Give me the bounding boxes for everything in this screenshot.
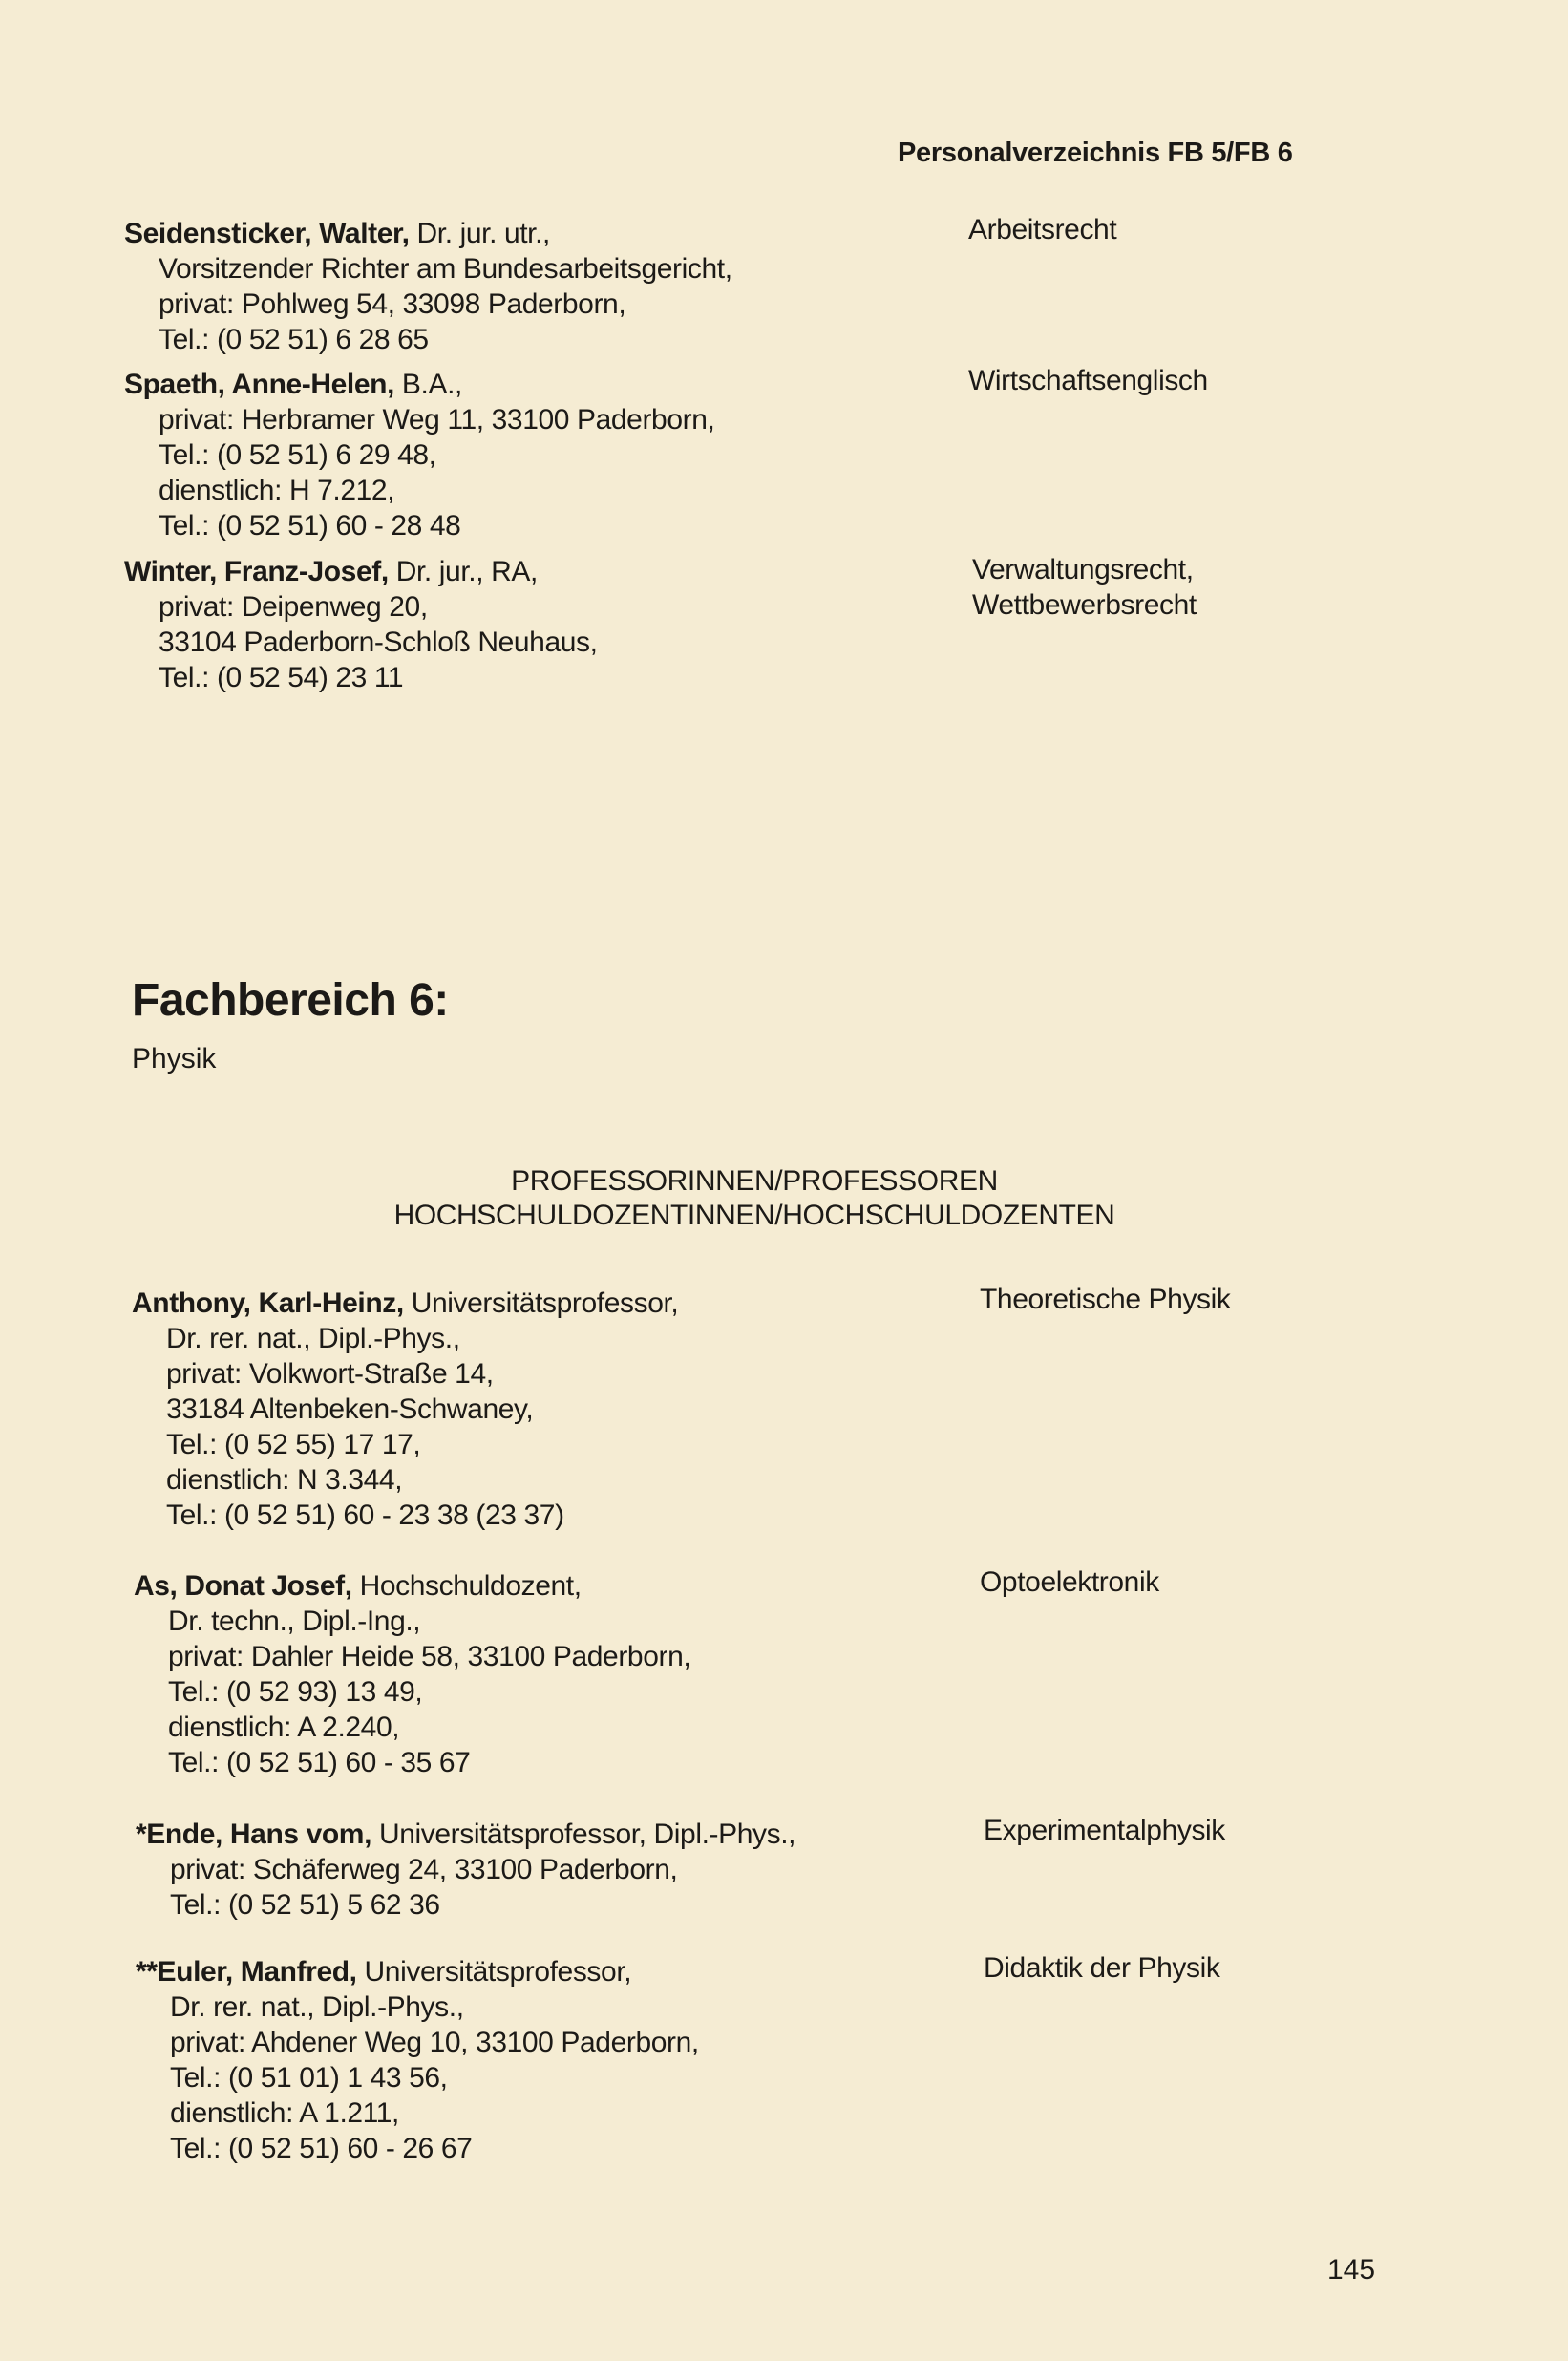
- person-title: Dr. jur. utr.,: [409, 218, 550, 249]
- person-entry-seidensticker: [124, 216, 732, 357]
- entry-line: 33104 Paderborn-Schloß Neuhaus,: [159, 627, 598, 658]
- entry-line: Tel.: (0 52 51) 60 - 35 67: [168, 1747, 471, 1778]
- entry-line: Tel.: (0 52 93) 13 49,: [168, 1676, 423, 1708]
- entry-line: privat: Volkwort-Straße 14,: [166, 1358, 494, 1390]
- entry-line: dienstlich: A 1.211,: [170, 2097, 399, 2129]
- entry-line: Dr. techn., Dipl.-Ing.,: [168, 1606, 421, 1637]
- section-subtitle: Physik: [132, 1043, 217, 1074]
- entry-line: privat: Dahler Heide 58, 33100 Paderborn,: [168, 1641, 691, 1672]
- subject-area: Didaktik der Physik: [984, 1952, 1220, 1984]
- person-entry-spaeth: [124, 367, 714, 543]
- person-title: Universitätsprofessor, Dipl.-Phys.,: [371, 1819, 796, 1850]
- person-entry-ende: [136, 1817, 795, 1923]
- category-heading: HOCHSCHULDOZENTINNEN/HOCHSCHULDOZENTEN: [393, 1200, 1115, 1231]
- category-heading: PROFESSORINNEN/PROFESSOREN: [511, 1165, 998, 1197]
- person-entry-winter: [124, 554, 598, 695]
- entry-line: Dr. rer. nat., Dipl.-Phys.,: [170, 1991, 464, 2023]
- person-title: Universitätsprofessor,: [403, 1287, 679, 1319]
- person-title: Dr. jur., RA,: [388, 556, 538, 587]
- entry-line: Tel.: (0 52 55) 17 17,: [166, 1429, 421, 1460]
- person-name: Seidensticker, Walter,: [124, 218, 410, 249]
- person-title: B.A.,: [394, 369, 462, 400]
- subject-area: Arbeitsrecht: [968, 214, 1117, 245]
- entry-line: Tel.: (0 51 01) 1 43 56,: [170, 2062, 448, 2094]
- page-number: 145: [1327, 2254, 1376, 2286]
- person-entry-anthony: [132, 1286, 678, 1533]
- person-name: Spaeth, Anne-Helen,: [124, 369, 394, 400]
- entry-line: dienstlich: A 2.240,: [168, 1712, 400, 1743]
- entry-line: privat: Ahdener Weg 10, 33100 Paderborn,: [170, 2027, 699, 2058]
- entry-line: privat: Deipenweg 20,: [159, 591, 428, 623]
- person-entry-euler: [136, 1954, 699, 2166]
- person-title: Hochschuldozent,: [351, 1570, 582, 1602]
- section-title: Fachbereich 6:: [132, 975, 449, 1026]
- person-name: Winter, Franz-Josef,: [124, 556, 389, 587]
- entry-line: dienstlich: N 3.344,: [166, 1464, 403, 1496]
- entry-line: Tel.: (0 52 51) 6 28 65: [159, 324, 429, 355]
- entry-line: Tel.: (0 52 51) 60 - 23 38 (23 37): [166, 1500, 564, 1531]
- entry-line: Tel.: (0 52 51) 5 62 36: [170, 1889, 440, 1921]
- entry-line: Dr. rer. nat., Dipl.-Phys.,: [166, 1323, 460, 1354]
- person-name: Anthony, Karl-Heinz,: [132, 1287, 404, 1319]
- subject-area: Experimentalphysik: [984, 1815, 1225, 1846]
- entry-line: Tel.: (0 52 51) 6 29 48,: [159, 439, 436, 471]
- entry-line: privat: Schäferweg 24, 33100 Paderborn,: [170, 1854, 678, 1885]
- entry-line: 33184 Altenbeken-Schwaney,: [166, 1393, 534, 1425]
- person-title: Universitätsprofessor,: [356, 1956, 632, 1988]
- entry-line: privat: Herbramer Weg 11, 33100 Paderborn,: [159, 404, 715, 436]
- entry-line: Tel.: (0 52 54) 23 11: [159, 662, 404, 693]
- person-name: **Euler, Manfred,: [136, 1956, 357, 1988]
- subject-area: Theoretische Physik: [980, 1284, 1231, 1315]
- entry-line: dienstlich: H 7.212,: [159, 475, 395, 506]
- running-head: Personalverzeichnis FB 5/FB 6: [898, 138, 1293, 168]
- subject-area: Optoelektronik: [980, 1566, 1159, 1598]
- entry-line: Tel.: (0 52 51) 60 - 28 48: [159, 510, 461, 542]
- subject-area: Wirtschaftsenglisch: [968, 365, 1208, 396]
- entry-line: Vorsitzender Richter am Bundesarbeitsgericht,: [159, 253, 732, 285]
- person-name: As, Donat Josef,: [134, 1570, 352, 1602]
- entry-line: Tel.: (0 52 51) 60 - 26 67: [170, 2133, 473, 2164]
- person-name: *Ende, Hans vom,: [136, 1819, 372, 1850]
- subject-area: Verwaltungsrecht, Wettbewerbsrecht: [972, 554, 1197, 621]
- person-entry-as: [134, 1568, 690, 1780]
- entry-line: privat: Pohlweg 54, 33098 Paderborn,: [159, 288, 626, 320]
